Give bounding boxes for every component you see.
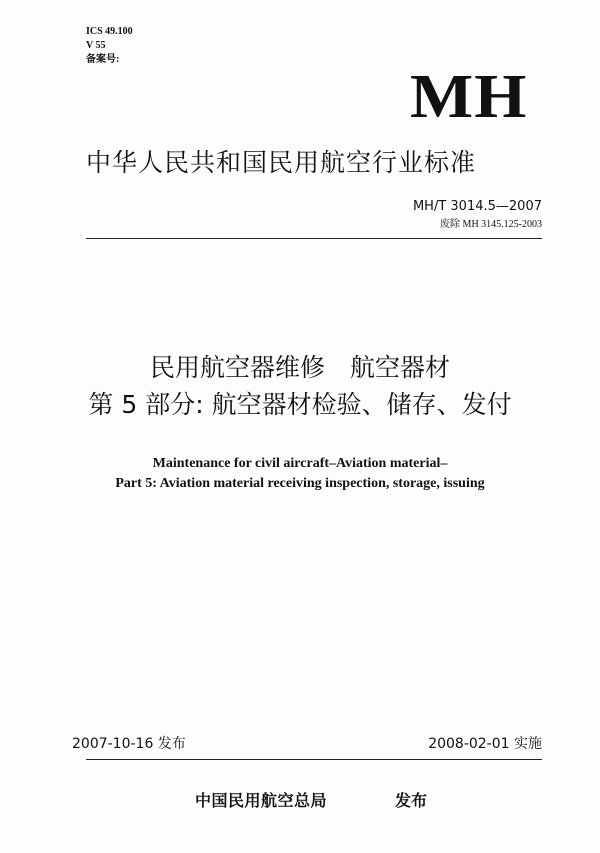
implementation-date: 2008-02-01 实施: [428, 736, 542, 752]
chinese-title-line-1: 民用航空器维修 航空器材: [149, 353, 450, 382]
ics-code: ICS 49.100: [86, 26, 133, 37]
publisher-name: 中国民用航空总局: [195, 791, 328, 810]
english-title-line-2: Part 5: Aviation material receiving inspection, storage, issuing: [115, 476, 485, 491]
classification-code: V 55: [86, 40, 106, 51]
top-divider: [86, 238, 542, 239]
publish-label: 发布: [395, 791, 428, 810]
mh-logo: MH: [410, 63, 528, 131]
standard-number: MH/T 3014.5—2007: [412, 199, 542, 214]
issue-date: 2007-10-16 发布: [72, 736, 186, 752]
replaces-standard: 废除 MH 3145.125-2003: [440, 219, 542, 230]
standard-category-title: 中华人民共和国民用航空行业标准: [86, 148, 477, 177]
english-title-line-1: Maintenance for civil aircraft–Aviation material–: [152, 456, 448, 471]
chinese-title-line-2: 第 5 部分: 航空器材检验、储存、发付: [88, 390, 512, 419]
bottom-divider: [86, 759, 542, 760]
filing-number-label: 备案号:: [86, 54, 120, 65]
